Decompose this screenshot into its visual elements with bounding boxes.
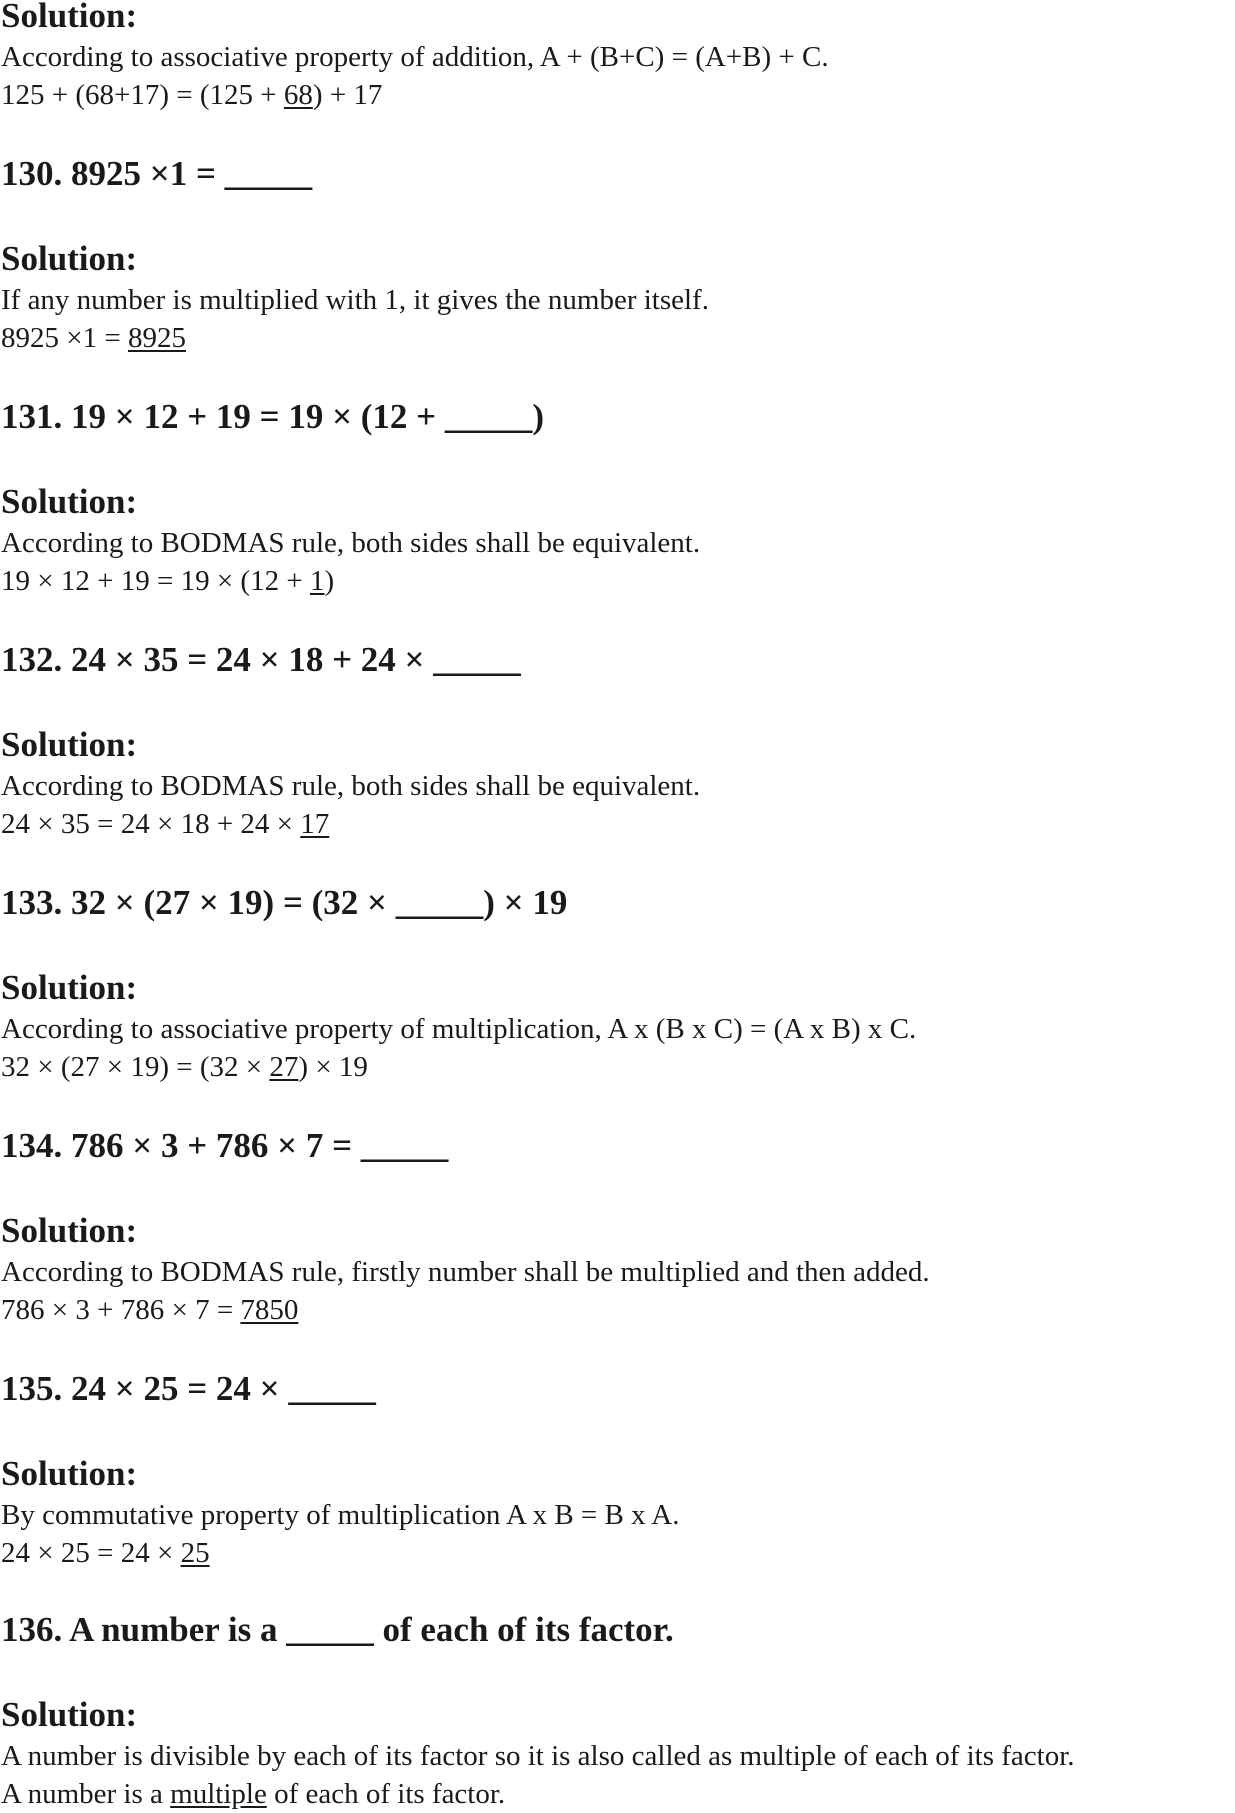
solution-line [1, 1496, 679, 1534]
solution-label: Solution: [1, 1695, 138, 1734]
solution-text: According to BODMAS rule, both sides shall be equivalent. [1, 770, 701, 802]
solution-label: Solution: [1, 239, 138, 278]
solution-line [1, 562, 334, 600]
solution-line [1, 1253, 930, 1291]
solution-line [1, 1048, 368, 1086]
solution-text: According to BODMAS rule, firstly number shall be multiplied and then added. [1, 1256, 930, 1288]
solution-text: By commutative property of multiplication A x B = B x A. [1, 1499, 680, 1531]
answer-text: 7850 [240, 1294, 299, 1326]
solution-text: 32 × (27 × 19) = (32 × [1, 1051, 270, 1083]
solution-text: 24 × 25 = 24 × [1, 1537, 181, 1569]
solution-label: Solution: [1, 482, 138, 521]
question-heading: 133. 32 × (27 × 19) = (32 × _____) × 19 [1, 883, 568, 922]
answer-text: 1 [309, 565, 325, 597]
solution-label: Solution: [1, 725, 138, 764]
solution-text: According to associative property of multiplication, A x (B x C) = (A x B) x C. [1, 1013, 917, 1045]
solution-text: 24 × 35 = 24 × 18 + 24 × [1, 808, 301, 840]
solution-line [1, 524, 700, 562]
solution-text: A number is a [1, 1778, 171, 1810]
solution-label: Solution: [1, 0, 138, 35]
solution-text: ) + 17 [312, 79, 383, 111]
solution-line [1, 767, 700, 805]
question-heading: 130. 8925 ×1 = _____ [1, 154, 313, 193]
solution-line [1, 76, 382, 114]
solution-line [1, 1010, 916, 1048]
solution-text: According to BODMAS rule, both sides shall be equivalent. [1, 527, 701, 559]
question-heading: 136. A number is a _____ of each of its factor. [1, 1610, 674, 1649]
solution-label: Solution: [1, 968, 138, 1007]
solution-line [1, 805, 329, 843]
answer-text: 27 [269, 1051, 299, 1083]
solution-line [1, 1291, 298, 1329]
question-heading: 135. 24 × 25 = 24 × _____ [1, 1369, 376, 1408]
answer-text: 68 [283, 79, 313, 111]
answer-text: 8925 [127, 322, 186, 354]
answer-text: multiple [170, 1778, 267, 1810]
question-heading: 131. 19 × 12 + 19 = 19 × (12 + _____) [1, 397, 545, 436]
solution-line [1, 38, 829, 76]
solution-text: According to associative property of addition, A + (B+C) = (A+B) + C. [1, 41, 829, 73]
answer-text: 25 [180, 1537, 210, 1569]
question-heading: 132. 24 × 35 = 24 × 18 + 24 × _____ [1, 640, 521, 679]
solution-line [1, 281, 709, 319]
solution-text: A number is divisible by each of its factor so it is also called as multiple of each of its factor. [1, 1740, 1075, 1772]
solution-line [1, 319, 186, 357]
solution-line [1, 1737, 1075, 1775]
solution-text: ) × 19 [298, 1051, 368, 1083]
solution-text: 125 + (68+17) = (125 + [1, 79, 284, 111]
solution-text: ) [324, 565, 335, 597]
question-heading: 134. 786 × 3 + 786 × 7 = _____ [1, 1126, 449, 1165]
solution-label: Solution: [1, 1211, 138, 1250]
answer-text: 17 [300, 808, 330, 840]
solution-text: 19 × 12 + 19 = 19 × (12 + [1, 565, 310, 597]
solution-text: 8925 ×1 = [1, 322, 128, 354]
solution-text: If any number is multiplied with 1, it gives the number itself. [1, 284, 709, 316]
solution-label: Solution: [1, 1454, 138, 1493]
solution-text: 786 × 3 + 786 × 7 = [1, 1294, 241, 1326]
solution-line [1, 1534, 210, 1572]
solution-text: of each of its factor. [266, 1778, 506, 1810]
solution-line [1, 1775, 505, 1813]
